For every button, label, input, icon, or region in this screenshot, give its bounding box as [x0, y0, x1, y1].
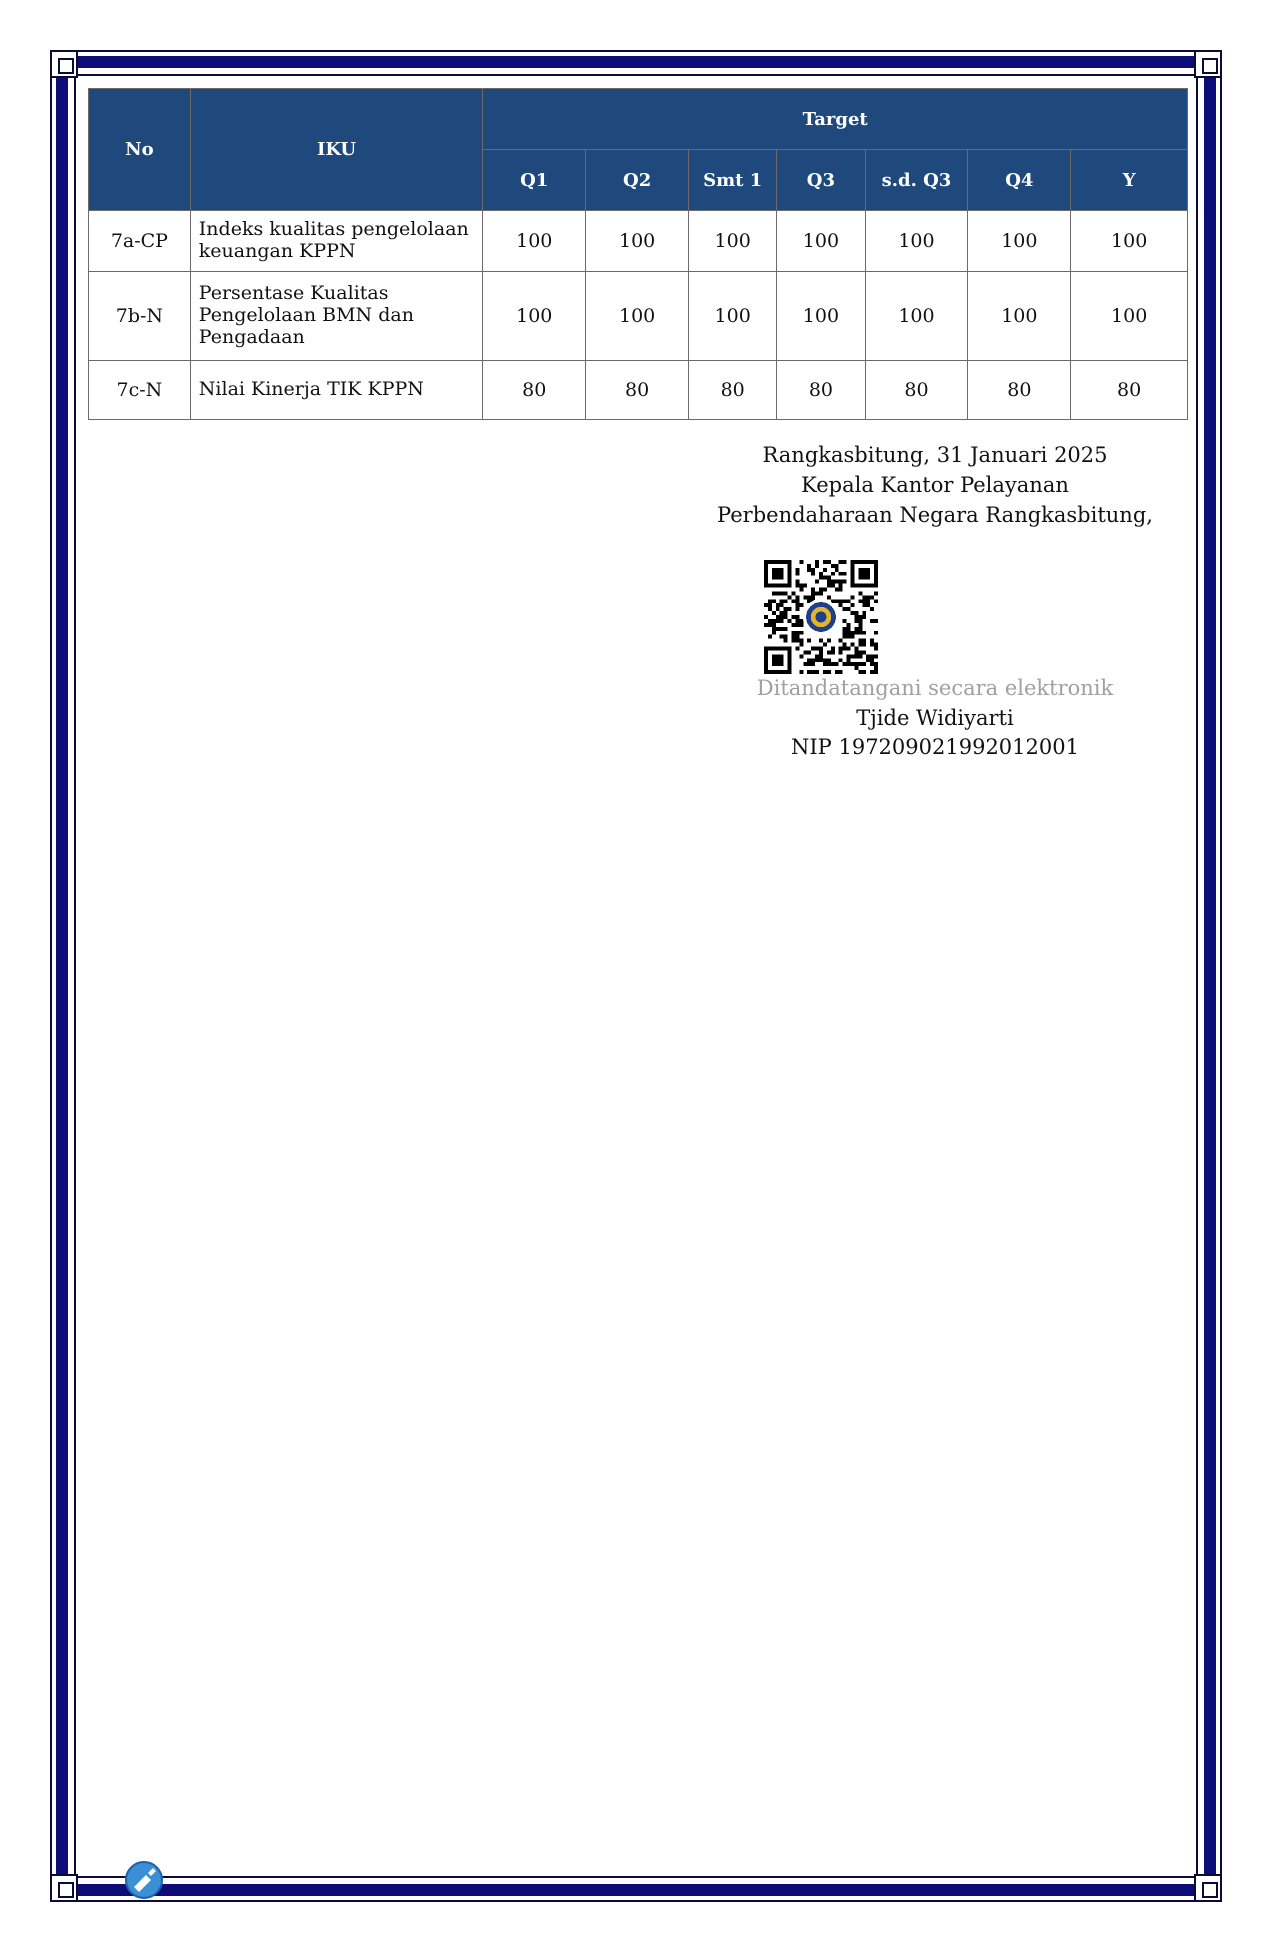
- cell-value: 80: [586, 361, 689, 420]
- header-period: Q2: [586, 150, 689, 211]
- place-date: Rangkasbitung, 31 Januari 2025: [762, 443, 1108, 467]
- esign-note: Ditandatangani secara elektronik: [756, 676, 1114, 700]
- cell-value: 80: [968, 361, 1071, 420]
- cell-value: 100: [689, 272, 777, 361]
- cell-value: 80: [865, 361, 968, 420]
- border-corner-ornament: [50, 50, 78, 78]
- border-corner-ornament: [1194, 50, 1222, 78]
- header-iku: IKU: [190, 89, 483, 211]
- header-period: Y: [1071, 150, 1188, 211]
- cell-value: 100: [777, 272, 865, 361]
- signature-logo-icon: [124, 1860, 164, 1900]
- header-period: Smt 1: [689, 150, 777, 211]
- position-line-2: Perbendaharaan Negara Rangkasbitung,: [717, 503, 1153, 527]
- signer-block: [700, 704, 1170, 762]
- iku-target-table: [88, 88, 1188, 420]
- cell-value: 80: [1071, 361, 1188, 420]
- cell-value: 100: [1071, 211, 1188, 272]
- cell-value: 100: [1071, 272, 1188, 361]
- signature-header: [700, 440, 1170, 530]
- cell-value: 100: [689, 211, 777, 272]
- table-row: [89, 361, 1188, 420]
- cell-value: 100: [968, 272, 1071, 361]
- signer-name: Tjide Widiyarti: [856, 706, 1014, 730]
- cell-value: 100: [777, 211, 865, 272]
- cell-iku: Nilai Kinerja TIK KPPN: [190, 361, 483, 420]
- header-period: s.d. Q3: [865, 150, 968, 211]
- header-period: Q1: [483, 150, 586, 211]
- cell-value: 100: [968, 211, 1071, 272]
- cell-no: 7a-CP: [89, 211, 191, 272]
- border-corner-ornament: [1194, 1874, 1222, 1902]
- table-row: [89, 211, 1188, 272]
- cell-value: 100: [586, 272, 689, 361]
- qr-code-icon: [764, 560, 878, 674]
- signer-nip: NIP 197209021992012001: [791, 735, 1079, 759]
- cell-value: 100: [865, 211, 968, 272]
- header-period: Q3: [777, 150, 865, 211]
- cell-value: 80: [689, 361, 777, 420]
- cell-no: 7c-N: [89, 361, 191, 420]
- cell-value: 100: [483, 272, 586, 361]
- cell-value: 100: [483, 211, 586, 272]
- cell-value: 100: [865, 272, 968, 361]
- position-line-1: Kepala Kantor Pelayanan: [801, 473, 1069, 497]
- cell-iku: Indeks kualitas pengelolaan keuangan KPPN: [190, 211, 483, 272]
- table-row: [89, 272, 1188, 361]
- header-period: Q4: [968, 150, 1071, 211]
- cell-value: 80: [483, 361, 586, 420]
- cell-iku: Persentase Kualitas Pengelolaan BMN dan Pengadaan: [190, 272, 483, 361]
- cell-value: 100: [586, 211, 689, 272]
- cell-no: 7b-N: [89, 272, 191, 361]
- header-no: No: [89, 89, 191, 211]
- header-target: Target: [483, 89, 1188, 150]
- border-corner-ornament: [50, 1874, 78, 1902]
- cell-value: 80: [777, 361, 865, 420]
